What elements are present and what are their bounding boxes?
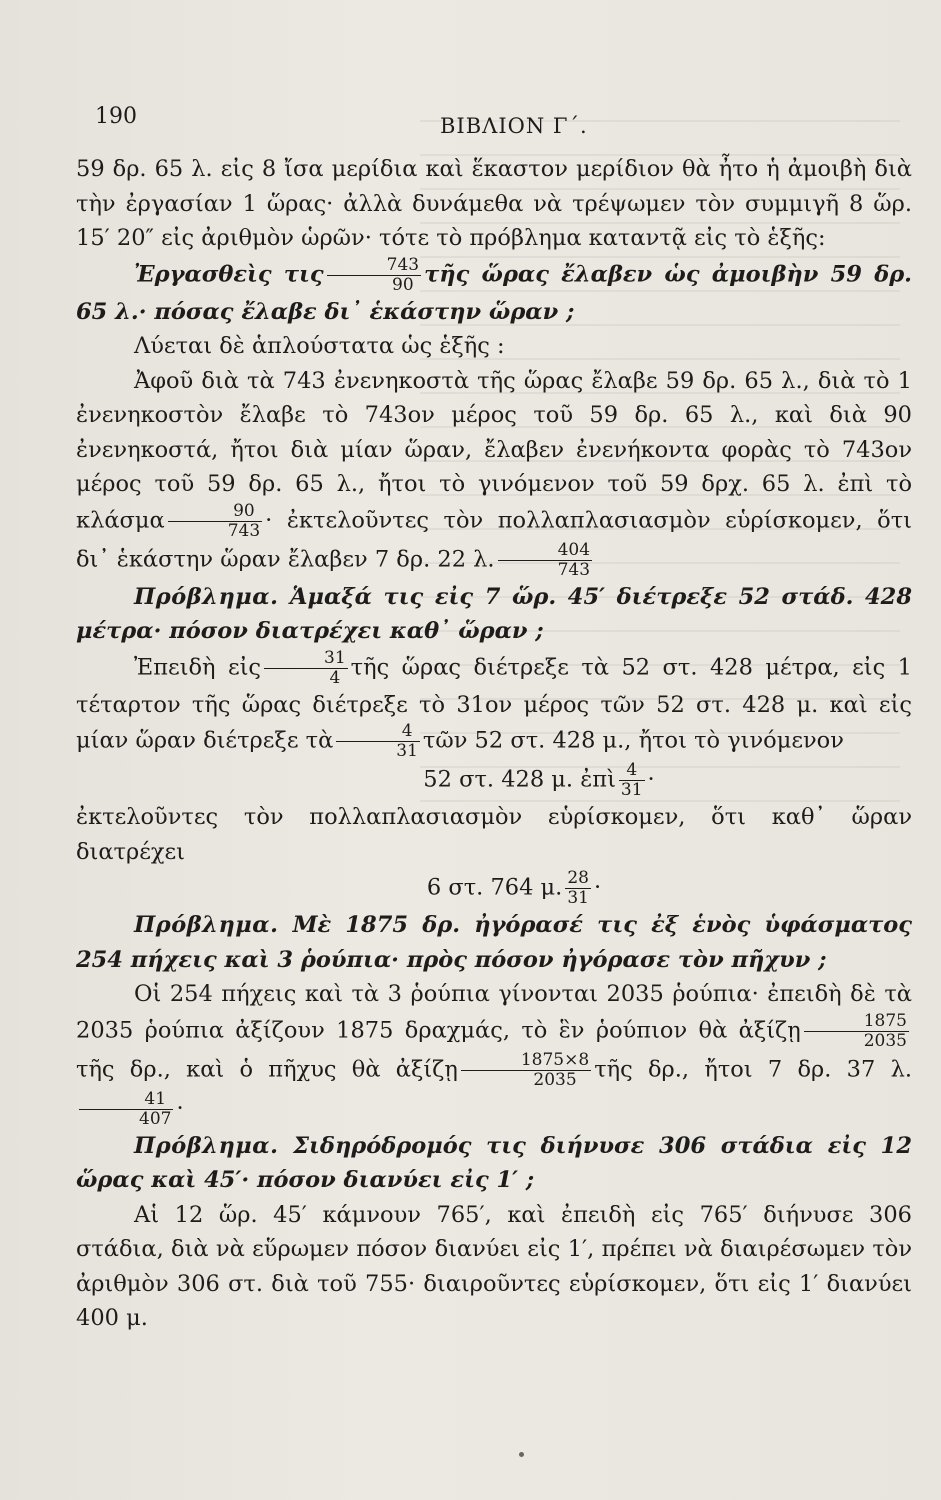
fraction-1875-2035: $\frac{1875}{2035}$ (804, 1012, 909, 1051)
solution-paragraph-2-cont: ἐκτελοῦντες τὸν πολλαπλασιασμὸν εὑρίσκομεν, ὅτι καθ᾽ ὥραν διατρέχει (76, 804, 912, 865)
fraction-90-743: $\frac{90}{743}$ (168, 502, 262, 541)
fraction-743-90: $\frac{743}{90}$ (327, 256, 421, 295)
solution-intro: Λύεται δὲ ἁπλούστατα ὡς ἑξῆς : (134, 333, 505, 359)
product-expression: 52 στ. 428 μ. ἐπὶ $\frac{4}{31}$ · (423, 760, 655, 800)
fraction-28-31: $\frac{28}{31}$ (567, 868, 589, 908)
solution-paragraph-1: Ἀφοῦ διὰ τὰ 743 ἐνενηκοστὰ τῆς ὥρας ἔλαβε 59 δρ. 65 λ., διὰ τὸ 1 ἐνενηκοστὸν ἔλαβε τὸ 743ον μέρος τοῦ 59 δρ. 65 λ., καὶ διὰ 90 ἐνενηκοστά, ἤτοι διὰ μίαν ὥραν, ἔλαβεν ἐνενήκοντα φορὰς τὸ 743ον μέρος τοῦ 59 δρ. 65 λ., ἤτοι τὸ γινόμενον τοῦ 59 δρχ. 65 λ. ἐπὶ τὸ κλάσμα $\frac{90}{743}$ · ἐκτελοῦντες τὸν πολλαπλασιασμὸν εὑρίσκομεν, ὅτι δι᾽ ἑκάστην ὥραν ἔλαβεν 7 δρ. 22 λ. $\frac{404}{743}$ (76, 367, 912, 580)
problem-statement-3: Πρόβλημα. Μὲ 1875 δρ. ἠγόρασέ τις ἐξ ἑνὸς ὑφάσματος 254 πήχεις καὶ 3 ῥούπια· πρὸς πόσον ἠγόρασε τὸν πῆχυν ; (76, 912, 912, 973)
solution-paragraph-4: Αἱ 12 ὥρ. 45′ κάμνουν 765′, καὶ ἐπειδὴ εἰς 765′ διήνυσε 306 στάδια, διὰ νὰ εὕρωμεν πόσον διανύει εἰς 1′, πρέπει νὰ διαιρέσωμεν τὸν ἀριθμὸν 306 στ. διὰ τοῦ 755· διαιροῦντες εὑρίσκομεν, ὅτι εἰς 1′ διανύει 400 μ. (76, 1201, 912, 1331)
solution-paragraph-2: Ἐπειδὴ εἰς $\frac{31}{4}$ τῆς ὥρας διέτρεξε τὰ 52 στ. 428 μέτρα, εἰς 1 τέταρτον τῆς ὥρας διέτρεξε τὸ 31ον μέρος τῶν 52 στ. 428 μ. καὶ εἰς μίαν ὥραν διέτρεξε τὰ $\frac{4}{31}$ τῶν 52 στ. 428 μ., ἤτοι τὸ γινόμενον (76, 647, 913, 761)
problem-statement-1: Ἐργασθεὶς τις $\frac{743}{90}$ τῆς ὥρας ἔλαβεν ὡς ἀμοιβὴν 59 δρ. 65 λ.· πόσας ἔλαβε δι᾽ ἑκάστην ὥραν ; (76, 254, 912, 325)
problem-statement-4: Πρόβλημα. Σιδηρόδρομός τις διήνυσε 306 στάδια εἰς 12 ὥρας καὶ 45′· πόσον διανύει εἰς 1′ ; (76, 1132, 912, 1193)
fraction-4-31-product: $\frac{4}{31}$ (620, 760, 643, 800)
result-expression: 6 στ. 764 μ. $\frac{28}{31}$ · (426, 868, 602, 908)
fraction-1875x8-2035: $\frac{1875\times 8}{2035}$ (461, 1051, 591, 1090)
solution-paragraph-3: Οἱ 254 πήχεις καὶ τὰ 3 ῥούπια γίνονται 2035 ῥούπια· ἐπειδὴ δὲ τὰ 2035 ῥούπια ἀξίζουν 1875 δραχμάς, τὸ ἓν ῥούπιον θὰ ἀξίζῃ $\frac{1875}{2035}$ τῆς δρ., καὶ ὁ πῆχυς θὰ ἀξίζῃ $\frac{1875\times 8}{2035}$ τῆς δρ., ἤτοι 7 δρ. 37 λ. $\frac{41}{407}$ · (76, 981, 912, 1129)
fraction-404-743: $\frac{404}{743}$ (498, 541, 592, 580)
book-title: ΒΙΒΛΙΟΝ Γ΄. (440, 114, 588, 138)
fraction-31-4: $\frac{31}{4}$ (264, 649, 348, 688)
page-number: 190 (95, 104, 137, 129)
problem-statement-2: Πρόβλημα. Ἁμαξά τις εἰς 7 ὥρ. 45′ διέτρεξε 52 στάδ. 428 μέτρα· πόσον διατρέχει καθ᾽ ὥραν ; (76, 583, 912, 644)
page-body (76, 152, 912, 1336)
paragraph-continuation: 59 δρ. 65 λ. εἰς 8 ἴσα μερίδια καὶ ἕκαστον μερίδιον θὰ ἦτο ἡ ἀμοιβὴ διὰ τὴν ἐργασίαν 1 ὥρας· ἀλλὰ δυνάμεθα νὰ τρέψωμεν τὸν συμμιγῆ 8 ὥρ. 15′ 20″ εἰς ἀριθμὸν ὡρῶν· τότε τὸ πρόβλημα καταντᾷ εἰς τὸ ἑξῆς: (76, 156, 912, 251)
fraction-4-31: $\frac{4}{31}$ (336, 722, 420, 761)
fraction-41-407: $\frac{41}{407}$ (79, 1090, 173, 1129)
running-head (0, 100, 941, 140)
print-speck (519, 1452, 524, 1457)
